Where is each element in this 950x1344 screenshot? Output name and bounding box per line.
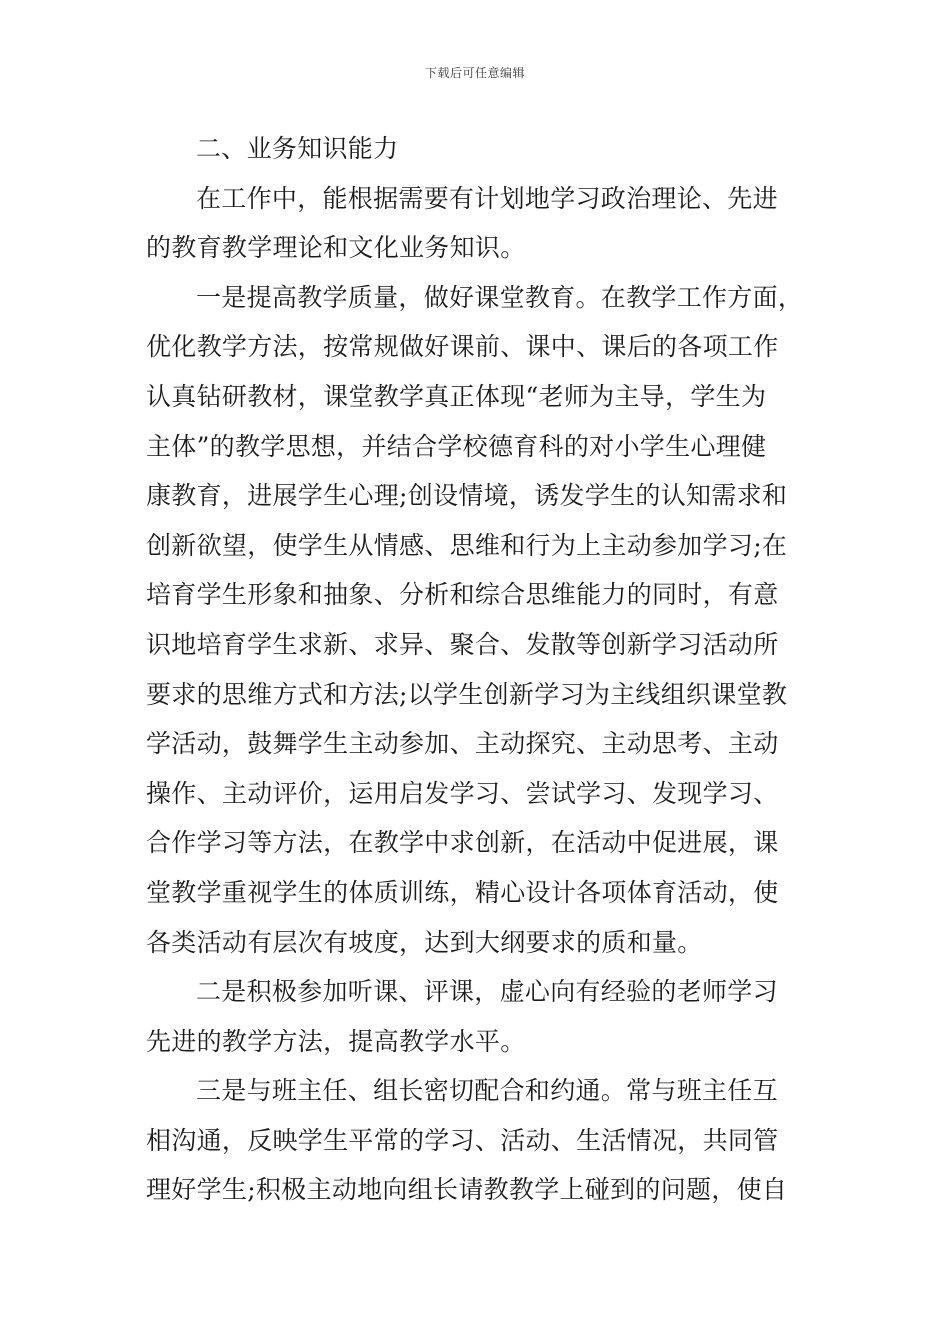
text-line: 先进的教学方法，提高教学水平。: [146, 1026, 526, 1056]
text-line: 识地培育学生求新、求异、聚合、发散等创新学习活动所: [146, 629, 779, 659]
text-line: 主体”的教学思想，并结合学校德育科的对小学生心理健: [146, 431, 767, 461]
text-line: 三是与班主任、组长密切配合和约通。常与班主任互: [196, 1076, 778, 1106]
text-line: 各类活动有层次有坡度，达到大纲要求的质和量。: [146, 927, 703, 957]
document-body: [146, 124, 816, 1215]
text-line: 相沟通，反映学生平常的学习、活动、生活情况，共同管: [146, 1125, 779, 1155]
text-line: 在工作中，能根据需要有计划地学习政治理论、先进: [196, 183, 778, 213]
text-line: 认真钻研教材，课堂教学真正体现“老师为主导，学生为: [146, 381, 767, 411]
text-line: 的教育教学理论和文化业务知识。: [146, 233, 526, 263]
section-heading: 二、业务知识能力: [196, 134, 399, 163]
text-line: 要求的思维方式和方法;以学生创新学习为主线组织课堂教: [146, 679, 788, 709]
text-line: 培育学生形象和抽象、分析和综合思维能力的同时，有意: [146, 580, 779, 610]
text-line: 理好学生;积极主动地向组长请教教学上碰到的问题，使自: [146, 1175, 788, 1205]
text-line: 操作、主动评价，运用启发学习、尝试学习、发现学习、: [146, 778, 779, 808]
text-line: 一是提高教学质量，做好课堂教育。在教学工作方面，: [196, 282, 804, 312]
header-note: 下载后可任意编辑: [424, 66, 525, 80]
text-line: 二是积极参加听课、评课，虚心向有经验的老师学习: [196, 977, 778, 1007]
text-line: 创新欲望，使学生从情感、思维和行为上主动参加学习;在: [146, 530, 788, 560]
text-line: 合作学习等方法，在教学中求创新，在活动中促进展，课: [146, 828, 779, 858]
text-line: 优化教学方法，按常规做好课前、课中、课后的各项工作: [146, 332, 779, 362]
text-line: 康教育，进展学生心理;创设情境，诱发学生的认知需求和: [146, 481, 788, 511]
text-line: 学活动，鼓舞学生主动参加、主动探究、主动思考、主动: [146, 729, 779, 759]
text-line: 堂教学重视学生的体质训练，精心设计各项体育活动，使: [146, 877, 779, 907]
